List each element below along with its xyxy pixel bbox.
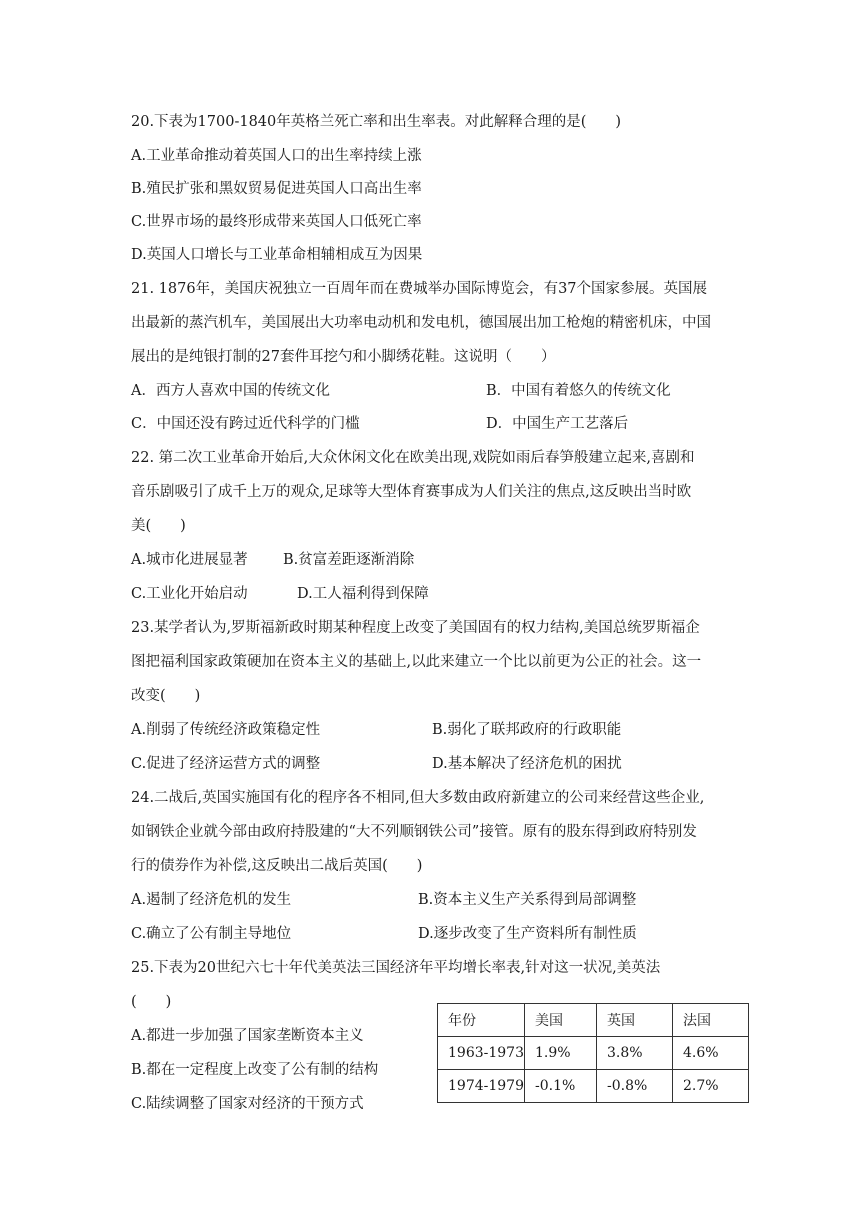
- q23-option-d: D.基本解决了经济危机的困扰: [432, 756, 622, 772]
- table-header-cell: 英国: [597, 1004, 673, 1037]
- q25-stem-line-1: 25.下表为20世纪六七十年代美英法三国经济年平均增长率表,针对这一状况,美英法: [131, 960, 661, 976]
- q24-option-a: A.遏制了经济危机的发生: [131, 892, 292, 908]
- table-cell: 1963-1973: [438, 1037, 525, 1070]
- q23-option-b: B.弱化了联邦政府的行政职能: [432, 722, 622, 738]
- q20-option-b: B.殖民扩张和黑奴贸易促进英国人口高出生率: [131, 181, 422, 197]
- q24-option-d: D.逐步改变了生产资料所有制性质: [418, 926, 637, 942]
- q21-option-a: A．西方人喜欢中国的传统文化: [131, 383, 330, 399]
- q21-stem-line-1: 21. 1876年，美国庆祝独立一百周年而在费城举办国际博览会，有37个国家参展。英国展: [131, 281, 708, 297]
- q21-stem-line-3: 展出的是纯银打制的27套件耳挖勺和小脚绣花鞋。这说明（ ）: [131, 349, 556, 365]
- q20-option-a: A.工业革命推动着英国人口的出生率持续上涨: [131, 148, 422, 164]
- q20-option-c: C.世界市场的最终形成带来英国人口低死亡率: [131, 214, 422, 230]
- q22-option-c: C.工业化开始启动: [131, 586, 248, 602]
- growth-rate-table: [437, 1003, 749, 1103]
- q22-stem-line-2: 音乐剧吸引了成千上万的观众,足球等大型体育赛事成为人们关注的焦点,这反映出当时欧: [131, 484, 692, 500]
- table-cell: 2.7%: [673, 1070, 749, 1103]
- table-cell: -0.8%: [597, 1070, 673, 1103]
- table-cell: -0.1%: [525, 1070, 597, 1103]
- q21-stem-line-2: 出最新的蒸汽机车，美国展出大功率电动机和发电机，德国展出加工枪炮的精密机床，中国: [131, 315, 711, 331]
- table-cell: 1974-1979: [438, 1070, 525, 1103]
- q23-stem-line-3: 改变( ): [131, 688, 201, 704]
- q23-stem-line-2: 图把福利国家政策硬加在资本主义的基础上,以此来建立一个比以前更为公正的社会。这一: [131, 654, 702, 670]
- q22-stem-line-1: 22. 第二次工业革命开始后,大众休闲文化在欧美出现,戏院如雨后春笋般建立起来,喜剧和: [131, 450, 695, 466]
- q24-option-c: C.确立了公有制主导地位: [131, 926, 292, 942]
- table-row: [438, 1070, 749, 1103]
- q24-stem-line-3: 行的债券作为补偿,这反映出二战后英国( ): [131, 858, 423, 874]
- q21-option-c: C．中国还没有跨过近代科学的门槛: [131, 416, 360, 432]
- table-cell: 4.6%: [673, 1037, 749, 1070]
- q25-stem-line-2: ( ): [131, 994, 172, 1010]
- q23-option-c: C.促进了经济运营方式的调整: [131, 756, 321, 772]
- q20-option-d: D.英国人口增长与工业革命相辅相成互为因果: [131, 247, 423, 263]
- table-header-cell: 法国: [673, 1004, 749, 1037]
- q23-option-a: A.削弱了传统经济政策稳定性: [131, 722, 321, 738]
- table-row: [438, 1037, 749, 1070]
- q25-option-c: C.陆续调整了国家对经济的干预方式: [131, 1096, 364, 1112]
- table-header-cell: 年份: [438, 1004, 525, 1037]
- q24-stem-line-1: 24.二战后,英国实施国有化的程序各不相同,但大多数由政府新建立的公司来经营这些企业,: [131, 790, 705, 806]
- q21-option-b: B．中国有着悠久的传统文化: [486, 383, 671, 399]
- q24-option-b: B.资本主义生产关系得到局部调整: [418, 892, 637, 908]
- table-header-cell: 美国: [525, 1004, 597, 1037]
- q22-option-d: D.工人福利得到保障: [297, 586, 429, 602]
- q25-option-b: B.都在一定程度上改变了公有制的结构: [131, 1062, 379, 1078]
- table-cell: 1.9%: [525, 1037, 597, 1070]
- q21-option-d: D．中国生产工艺落后: [486, 416, 629, 432]
- q22-stem-line-3: 美( ): [131, 518, 186, 534]
- q24-stem-line-2: 如钢铁企业就今部由政府持股建的“大不列顺钢铁公司”接管。原有的股东得到政府特别发: [131, 824, 697, 840]
- table-header-row: [438, 1004, 749, 1037]
- q23-stem-line-1: 23.某学者认为,罗斯福新政时期某种程度上改变了美国固有的权力结构,美国总统罗斯福企: [131, 620, 700, 636]
- q22-option-a: A.城市化进展显著: [131, 552, 248, 568]
- q25-option-a: A.都进一步加强了国家垄断资本主义: [131, 1028, 364, 1044]
- table-cell: 3.8%: [597, 1037, 673, 1070]
- q22-option-b: B.贫富差距逐渐消除: [283, 552, 415, 568]
- q20-stem: 20.下表为1700-1840年英格兰死亡率和出生率表。对此解释合理的是( ): [131, 114, 622, 130]
